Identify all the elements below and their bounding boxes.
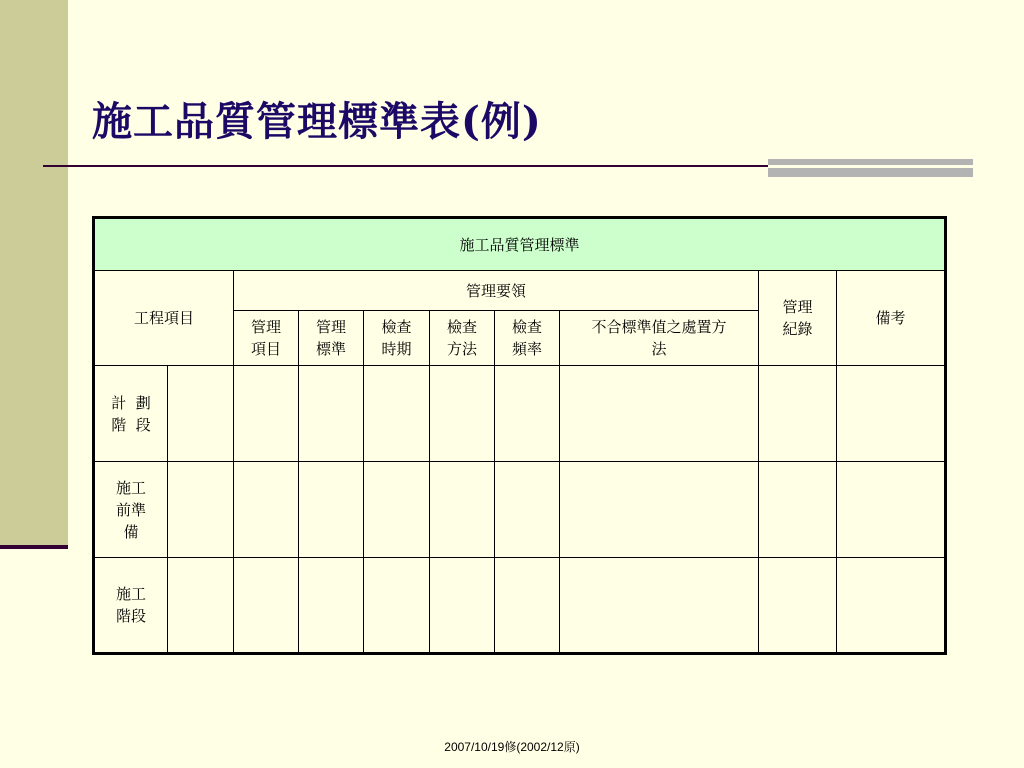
empty-cell bbox=[364, 366, 430, 462]
empty-cell bbox=[560, 558, 759, 654]
table-row bbox=[94, 366, 946, 462]
empty-cell bbox=[299, 558, 364, 654]
empty-cell bbox=[495, 366, 560, 462]
empty-cell bbox=[759, 558, 837, 654]
stage-label: 計 劃 階 段 bbox=[94, 366, 168, 462]
side-accent-line bbox=[0, 545, 68, 549]
empty-cell bbox=[234, 366, 299, 462]
empty-cell bbox=[364, 462, 430, 558]
empty-cell bbox=[430, 558, 495, 654]
empty-cell bbox=[560, 366, 759, 462]
empty-cell bbox=[430, 366, 495, 462]
empty-cell bbox=[299, 366, 364, 462]
decorative-gray-bar bbox=[768, 159, 973, 177]
empty-cell bbox=[495, 462, 560, 558]
slide-title: 施工品質管理標準表(例) bbox=[92, 98, 542, 145]
empty-cell bbox=[364, 558, 430, 654]
empty-cell bbox=[837, 558, 946, 654]
empty-cell bbox=[495, 558, 560, 654]
sub-header-cell: 檢查 頻率 bbox=[495, 311, 560, 366]
empty-cell bbox=[234, 462, 299, 558]
empty-cell bbox=[168, 366, 234, 462]
management-record-header: 管理 紀錄 bbox=[759, 271, 837, 366]
remarks-header: 備考 bbox=[837, 271, 946, 366]
table-row bbox=[94, 558, 946, 654]
sub-header-cell: 檢查 方法 bbox=[430, 311, 495, 366]
empty-cell bbox=[299, 462, 364, 558]
empty-cell bbox=[837, 366, 946, 462]
sub-header-cell: 管理 標準 bbox=[299, 311, 364, 366]
empty-cell bbox=[430, 462, 495, 558]
table-row bbox=[94, 462, 946, 558]
empty-cell bbox=[759, 462, 837, 558]
empty-cell bbox=[837, 462, 946, 558]
empty-cell bbox=[168, 462, 234, 558]
footer-date: 2007/10/19修(2002/12原) bbox=[444, 740, 580, 754]
sub-header-cell: 管理 項目 bbox=[234, 311, 299, 366]
sub-header-cell: 不合標準值之處置方 法 bbox=[560, 311, 759, 366]
stage-label: 施工 前準 備 bbox=[94, 462, 168, 558]
empty-cell bbox=[560, 462, 759, 558]
sub-header-cell: 檢查 時期 bbox=[364, 311, 430, 366]
empty-cell bbox=[759, 366, 837, 462]
stage-label: 施工 階段 bbox=[94, 558, 168, 654]
empty-cell bbox=[234, 558, 299, 654]
side-band bbox=[0, 0, 68, 545]
quality-standard-table bbox=[92, 216, 947, 655]
table-header-cell: 施工品質管理標準 bbox=[94, 218, 946, 271]
management-key-header: 管理要領 bbox=[234, 271, 759, 311]
empty-cell bbox=[168, 558, 234, 654]
work-item-header: 工程項目 bbox=[94, 271, 234, 366]
